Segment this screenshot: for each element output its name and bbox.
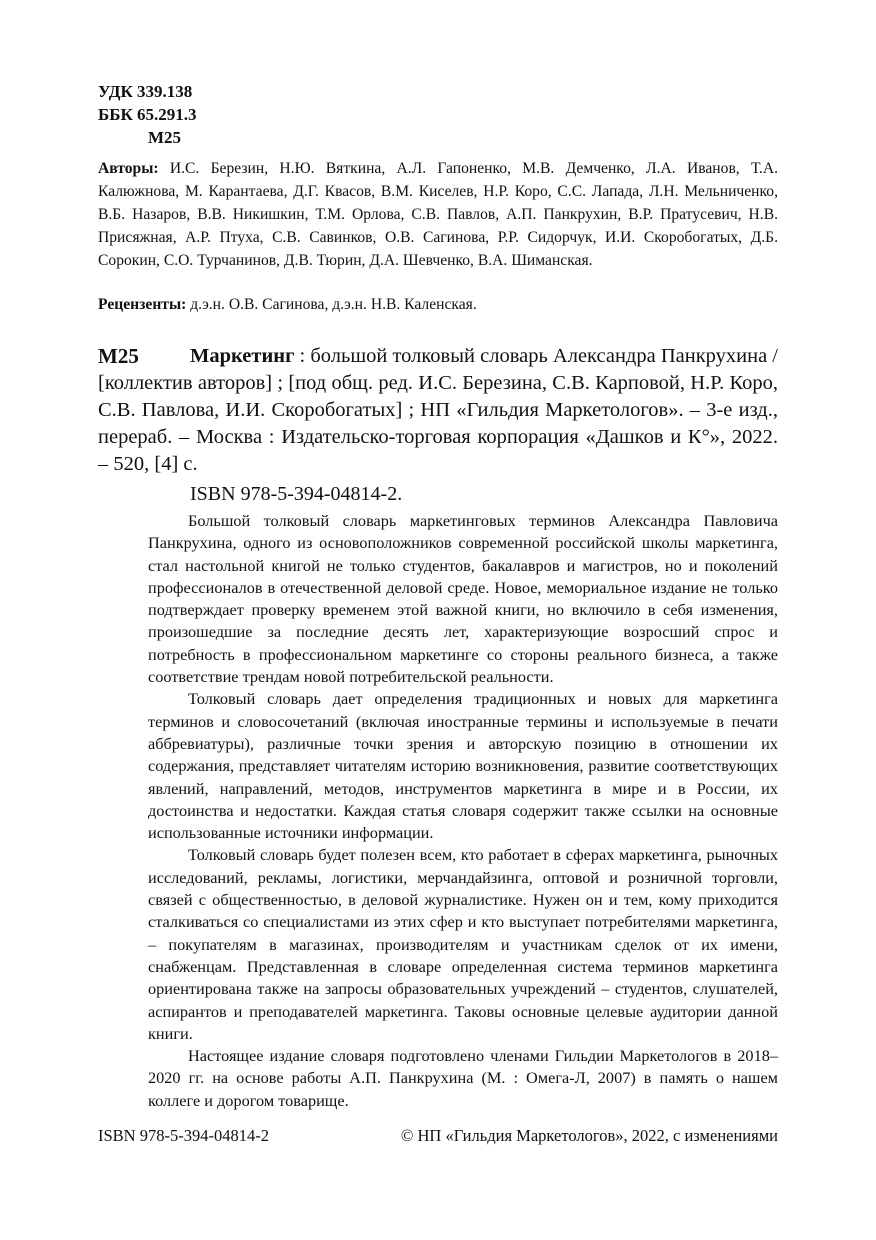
authors-list: И.С. Березин, Н.Ю. Вяткина, А.Л. Гапоненко, М.В. Демченко, Л.А. Иванов, Т.А. Калюжнова, М. Карантаева, Д.Г. Квасов, В.М. Киселев, Н.Р. Коро, С.С. Лапада, Л.Н. Мельниченко, В.Б. Назаров, В.В. Никишкин, Т.М. Орлова, С.В. Павлов, А.П. Панкрухин, В.Р. Пратусевич, Н.В. Присяжная, А.Р. Птуха, С.В. Савинков, О.В. Сагинова, Р.Р. Сидорчук, И.И. Скоробогатых, Д.Б. Сорокин, С.О. Турчанинов, Д.В. Тюрин, Д.А. Шевченко, В.А. Шиманская.	[98, 160, 778, 269]
classification-block	[98, 80, 197, 149]
authors-label: Авторы:	[98, 160, 159, 177]
footer-copyright: © НП «Гильдия Маркетологов», 2022, с изменениями	[400, 1126, 778, 1145]
bbk-code: ББК 65.291.3	[98, 105, 197, 124]
authors-block	[98, 157, 778, 272]
reviewers-label: Рецензенты:	[98, 296, 187, 313]
abstract-paragraph: Толковый словарь дает определения традиционных и новых для маркетинга терминов и словосочетаний (включая иностранные термины и используемые в печати аббревиатуры), различные точки зрения и авторскую позицию в отношении их содержания, представляет читателям историю возникновения, развитие соответствующих явлений, направлений, методов, инструментов маркетинга в мире и в России, их достоинства и недостатки. Каждая статья словаря содержит также ссылки на основные использованные источники информации.	[148, 689, 778, 843]
footer-isbn: ISBN 978-5-394-04814-2	[98, 1126, 269, 1145]
abstract-paragraph: Толковый словарь будет полезен всем, кто работает в сферах маркетинга, рыночных исследований, рекламы, логистики, мерчандайзинга, оптовой и розничной торговли, связей с общественностью, в деловой журналистике. Нужен он и тем, кому приходится сталкиваться со специалистами из этих сфер и кто выступает потребителями маркетинга, – покупателям в магазинах, производителям и участникам сделок от их имени, снабженцам. Представленная в словаре определенная система терминов маркетинга ориентирована также на запросы образовательных учреждений – студентов, слушателей, аспирантов и преподавателей маркетинга. Таковы основные целевые аудитории данной книги.	[148, 845, 778, 1043]
catalog-description: : большой толковый словарь Александра Панкрухина / [коллектив авторов] ; [под общ. ред. И.С. Березина, С.В. Карповой, Н.Р. Коро, С.В. Павлова, И.И. Скоробогатых] ; НП «Гильдия Маркетологов». – 3-е изд., перераб. – Москва : Издательско-торговая корпорация «Дашков и К°», 2022. – 520, [4] с.	[98, 345, 779, 475]
udk-code: УДК 339.138	[98, 82, 193, 101]
reviewers-list: д.э.н. О.В. Сагинова, д.э.н. Н.В. Каленская.	[190, 296, 477, 313]
abstract-paragraph: Большой толковый словарь маркетинговых терминов Александра Павловича Панкрухина, одного из основоположников современной российской школы маркетинга, стал настольной книгой не только студентов, бакалавров и магистров, но и поколений профессионалов в отечественной деловой среде. Новое, мемориальное издание не только подтверждает проверку временем этой важной книги, но включило в себя изменения, произошедшие за последние десять лет, характеризующие возросший спрос и потребность в профессиональном маркетинге со стороны реального бизнеса, а также соответствие трендам новой потребительской реальности.	[148, 511, 778, 687]
reviewers-block	[98, 293, 778, 316]
abstract-paragraph: Настоящее издание словаря подготовлено членами Гильдии Маркетологов в 2018–2020 гг. на основе работы А.П. Панкрухина (М. : Омега-Л, 2007) в память о нашем коллеге и дорогом товарище.	[148, 1046, 778, 1110]
catalog-entry	[98, 343, 778, 478]
author-mark: М25	[148, 128, 182, 147]
abstract	[148, 510, 778, 1112]
catalog-code: М25	[98, 344, 139, 368]
book-title: Маркетинг	[190, 345, 295, 367]
catalog-isbn: ISBN 978-5-394-04814-2.	[190, 483, 403, 505]
